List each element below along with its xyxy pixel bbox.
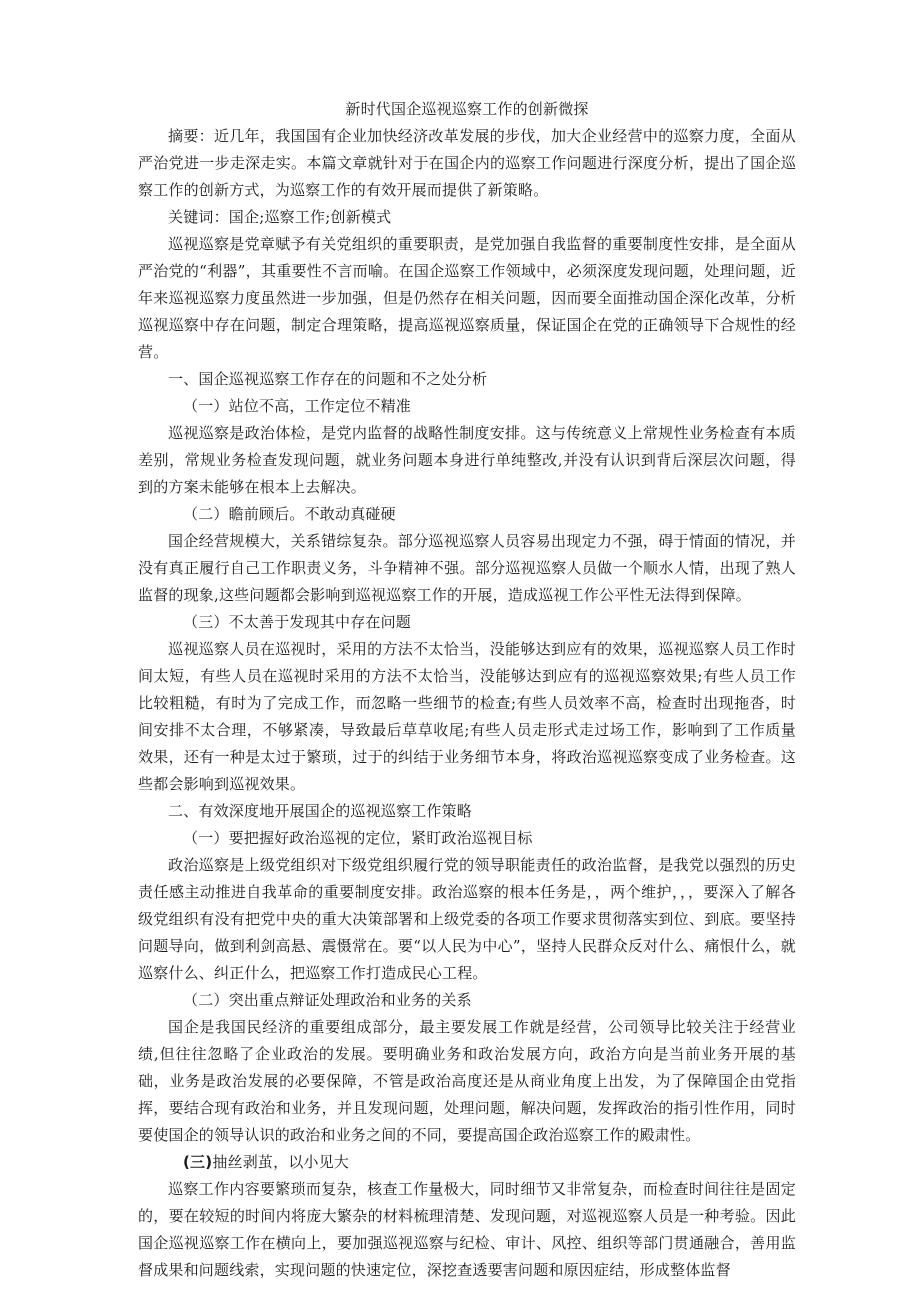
document-page [138,96,796,1284]
abstract-paragraph: 摘要：近几年，我国国有企业加快经济改革发展的步伐，加大企业经营中的巡察力度，全面从严治党进一步走深走实。本篇文章就针对于在国企内的巡察工作问题进行深度分析，提出了国企巡察工作的创新方式，为巡察工作的有效开展而提供了新策略。 [138,127,796,199]
section-1-2-paragraph: 国企经营规模大，关系错综复杂。部分巡视巡察人员容易出现定力不强，碍于情面的情况，并没有真正履行自己工作职责义务，斗争精神不强。部分巡视巡察人员做一个顺水人情，出现了熟人监督的现象,这些问题都会影响到巡视巡察工作的开展，造成巡视工作公平性无法得到保障。 [138,532,796,604]
section-1-2-heading: （二）瞻前顾后。不敢动真碰硬 [183,505,396,523]
section-2-3-number: (三) [183,1153,213,1171]
section-1-3-heading: （三）不太善于发现其中存在问题 [183,613,412,631]
intro-paragraph: 巡视巡察是党章赋予有关党组织的重要职责，是党加强自我监督的重要制度性安排，是全面从严治党的“利器”，其重要性不言而喻。在国企巡察工作领域中，必须深度发现问题，处理问题，近年来巡视巡察力度虽然进一步加强，但是仍然存在相关问题，因而要全面推动国企深化改革，分析巡视巡察中存在问题，制定合理策略，提高巡视巡察质量，保证国企在党的正确领导下合规性的经营。 [138,235,796,361]
section-2-1-heading: （一）要把握好政治巡视的定位，紧盯政治巡视目标 [183,829,533,847]
section-1-heading: 一、国企巡视巡察工作存在的问题和不之处分析 [168,370,488,388]
section-1-3-paragraph: 巡视巡察人员在巡视时，采用的方法不太恰当，没能够达到应有的效果，巡视巡察人员工作时间太短，有些人员在巡视时采用的方法不太恰当，没能够达到应有的巡视巡察效果;有些人员工作比较粗糙，有时为了完成工作，而忽略一些细节的检查;有些人员效率不高，检查时出现拖沓，时间安排不太合理，不够紧凑，导致最后草草收尾;有些人员走形式走过场工作，影响到了工作质量效果，还有一种是太过于繁琐，过于的纠结于业务细节本身，将政治巡视巡察变成了业务检查。这些都会影响到巡视效果。 [138,640,796,793]
section-1-1-paragraph: 巡视巡察是政治体检，是党内监督的战略性制度安排。这与传统意义上常规性业务检查有本质差别，常规业务检查发现问题，就业务问题本身进行单纯整改,并没有认识到背后深层次问题，得到的方案未能够在根本上去解决。 [138,424,796,496]
document-title: 新时代国企巡视巡察工作的创新微探 [345,100,589,118]
section-2-3-paragraph: 巡察工作内容要繁琐而复杂，核查工作量极大，同时细节又非常复杂，而检查时间往往是固定的，要在较短的时间内将庞大繁杂的材料梳理清楚、发现问题，对巡视巡察人员是一种考验。因此国企巡视巡察工作在横向上，要加强巡视巡察与纪检、审计、风控、组织等部门贯通融合，善用监督成果和问题线索，实现问题的快速定位，深挖查透要害问题和原因症结，形成整体监督 [138,1180,796,1279]
section-2-heading: 二、有效深度地开展国企的巡视巡察工作策略 [168,802,473,820]
section-2-3-title: 抽丝剥茧，以小见大 [212,1153,350,1171]
section-2-2-heading: （二）突出重点辩证处理政治和业务的关系 [183,991,472,1009]
section-2-3-heading [138,1149,796,1176]
keywords-line: 关键词：国企;巡察工作;创新模式 [168,208,392,226]
section-1-1-heading: （一）站位不高，工作定位不精准 [183,397,412,415]
section-2-2-paragraph: 国企是我国民经济的重要组成部分，最主要发展工作就是经营，公司领导比较关注于经营业绩,但往往忽略了企业政治的发展。要明确业务和政治发展方向，政治方向是当前业务开展的基础，业务是政治发展的必要保障，不管是政治高度还是从商业角度上出发，为了保障国企由党指挥，要结合现有政治和业务，并且发现问题，处理问题，解决问题，发挥政治的指引性作用，同时要使国企的领导认识的政治和业务之间的不同，要提高国企政治巡察工作的殿肃性。 [138,1018,796,1144]
section-2-1-paragraph: 政治巡察是上级党组织对下级党组织履行党的领导职能责任的政治监督，是我党以强烈的历史责任感主动推进自我革命的重要制度安排。政治巡察的根本任务是，，两个维护，，，要深入了解各级党组织有没有把党中央的重大决策部署和上级党委的各项工作要求贯彻落实到位、到底。要坚持问题导向，做到利剑高悬、震慑常在。要“以人民为中心”，坚持人民群众反对什么、痛恨什么，就巡察什么、纠正什么，把巡察工作打造成民心工程。 [138,856,796,982]
